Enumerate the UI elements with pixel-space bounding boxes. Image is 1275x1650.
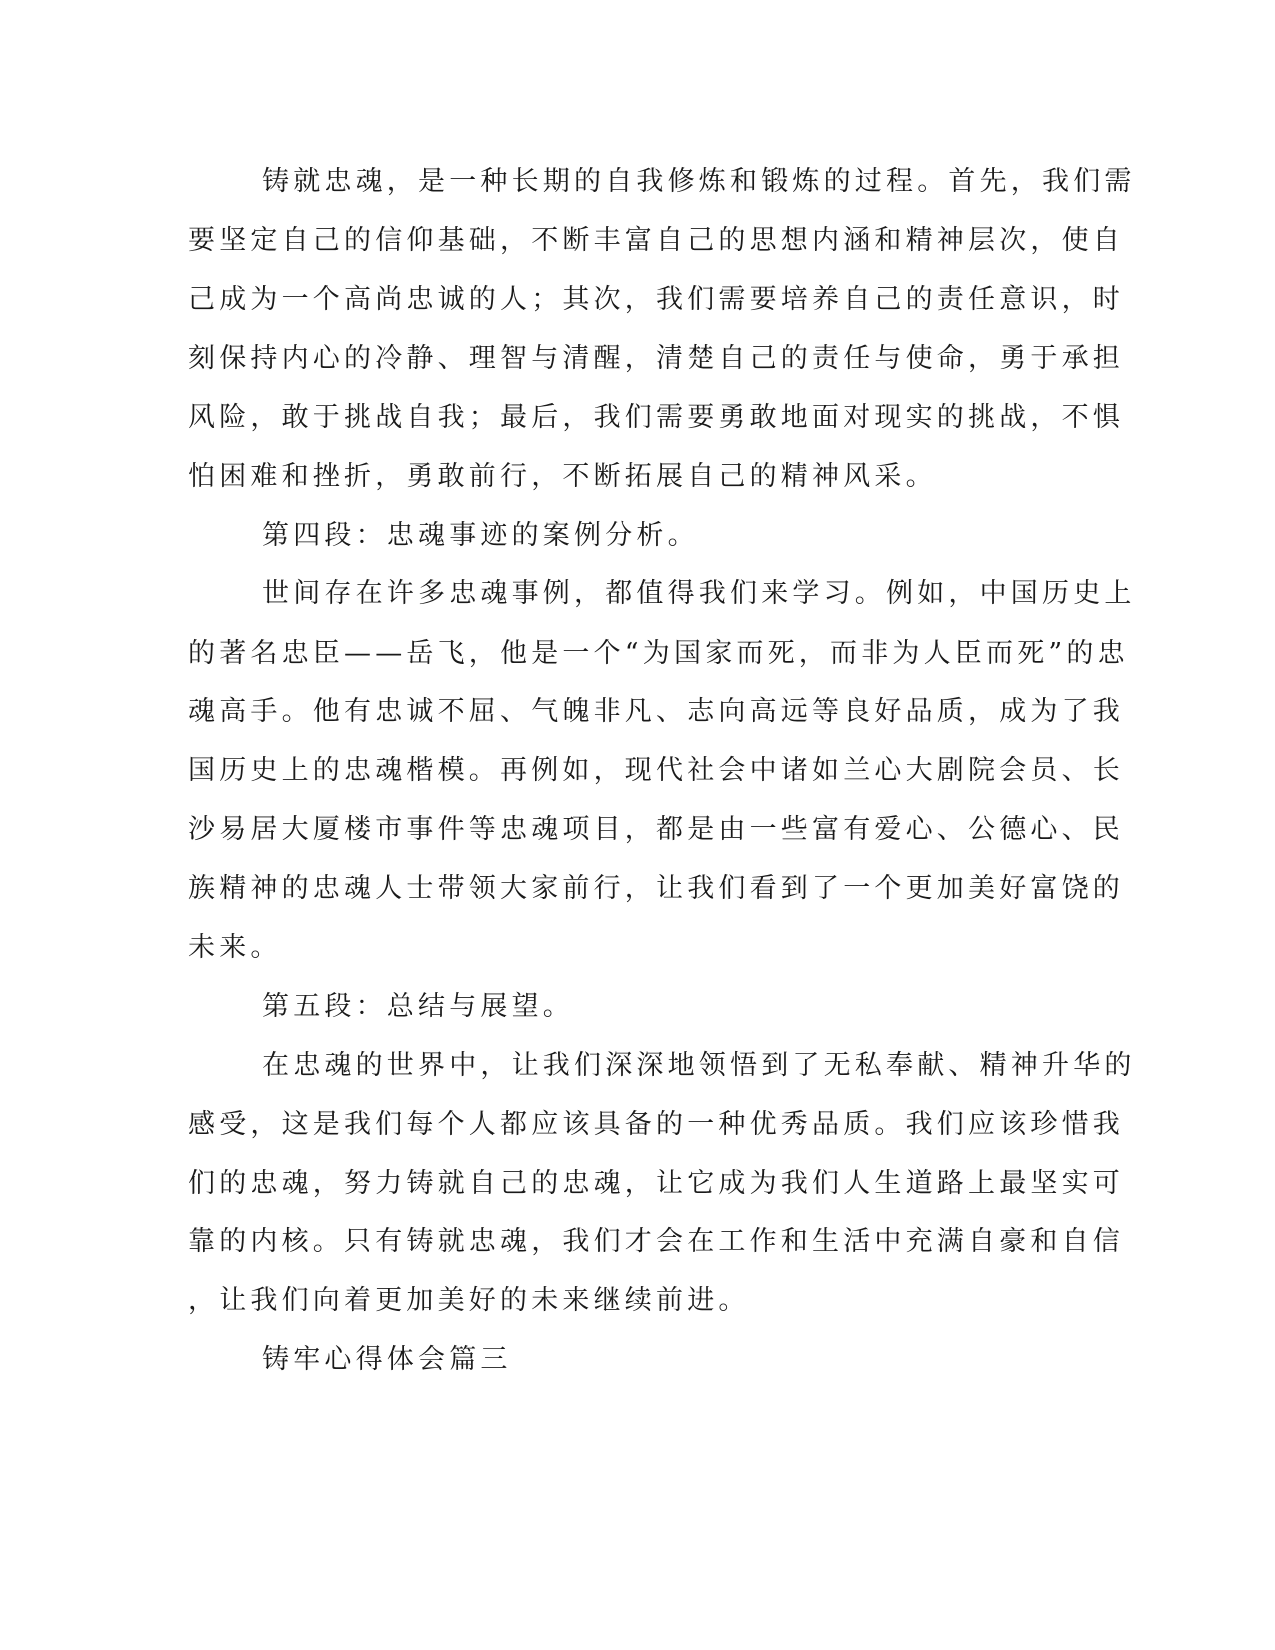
paragraph-line: 铸就忠魂，是一种长期的自我修炼和锻炼的过程。首先，我们需	[262, 166, 1136, 197]
section-heading: 第四段：忠魂事迹的案例分析。	[262, 520, 699, 551]
paragraph-line: 族精神的忠魂人士带领大家前行，让我们看到了一个更加美好富饶的	[188, 873, 1124, 904]
paragraph-line: 感受，这是我们每个人都应该具备的一种优秀品质。我们应该珍惜我	[188, 1109, 1124, 1140]
paragraph-line: 国历史上的忠魂楷模。再例如，现代社会中诸如兰心大剧院会员、长	[188, 755, 1124, 786]
paragraph-line: 沙易居大厦楼市事件等忠魂项目，都是由一些富有爱心、公德心、民	[188, 814, 1124, 845]
paragraph-line: 靠的内核。只有铸就忠魂，我们才会在工作和生活中充满自豪和自信	[188, 1226, 1124, 1257]
paragraph-line: 魂高手。他有忠诚不屈、气魄非凡、志向高远等良好品质，成为了我	[188, 696, 1124, 727]
paragraph-line: 在忠魂的世界中，让我们深深地领悟到了无私奉献、精神升华的	[262, 1050, 1136, 1081]
paragraph-line: 己成为一个高尚忠诚的人；其次，我们需要培养自己的责任意识，时	[188, 284, 1124, 315]
paragraph-line: 世间存在许多忠魂事例，都值得我们来学习。例如，中国历史上	[262, 578, 1136, 609]
paragraph-line: 要坚定自己的信仰基础，不断丰富自己的思想内涵和精神层次，使自	[188, 225, 1124, 256]
paragraph-line: 刻保持内心的冷静、理智与清醒，清楚自己的责任与使命，勇于承担	[188, 343, 1124, 374]
section-heading: 第五段：总结与展望。	[262, 991, 574, 1022]
paragraph-line: ，让我们向着更加美好的未来继续前进。	[188, 1285, 750, 1316]
article-title: 铸牢心得体会篇三	[262, 1344, 512, 1375]
paragraph-line: 的著名忠臣——岳飞，他是一个“为国家而死，而非为人臣而死”的忠	[188, 638, 1129, 669]
paragraph-line: 风险，敢于挑战自我；最后，我们需要勇敢地面对现实的挑战，不惧	[188, 402, 1124, 433]
paragraph-line: 们的忠魂，努力铸就自己的忠魂，让它成为我们人生道路上最坚实可	[188, 1168, 1124, 1199]
paragraph-line: 怕困难和挫折，勇敢前行，不断拓展自己的精神风采。	[188, 461, 937, 492]
paragraph-line: 未来。	[188, 932, 282, 963]
